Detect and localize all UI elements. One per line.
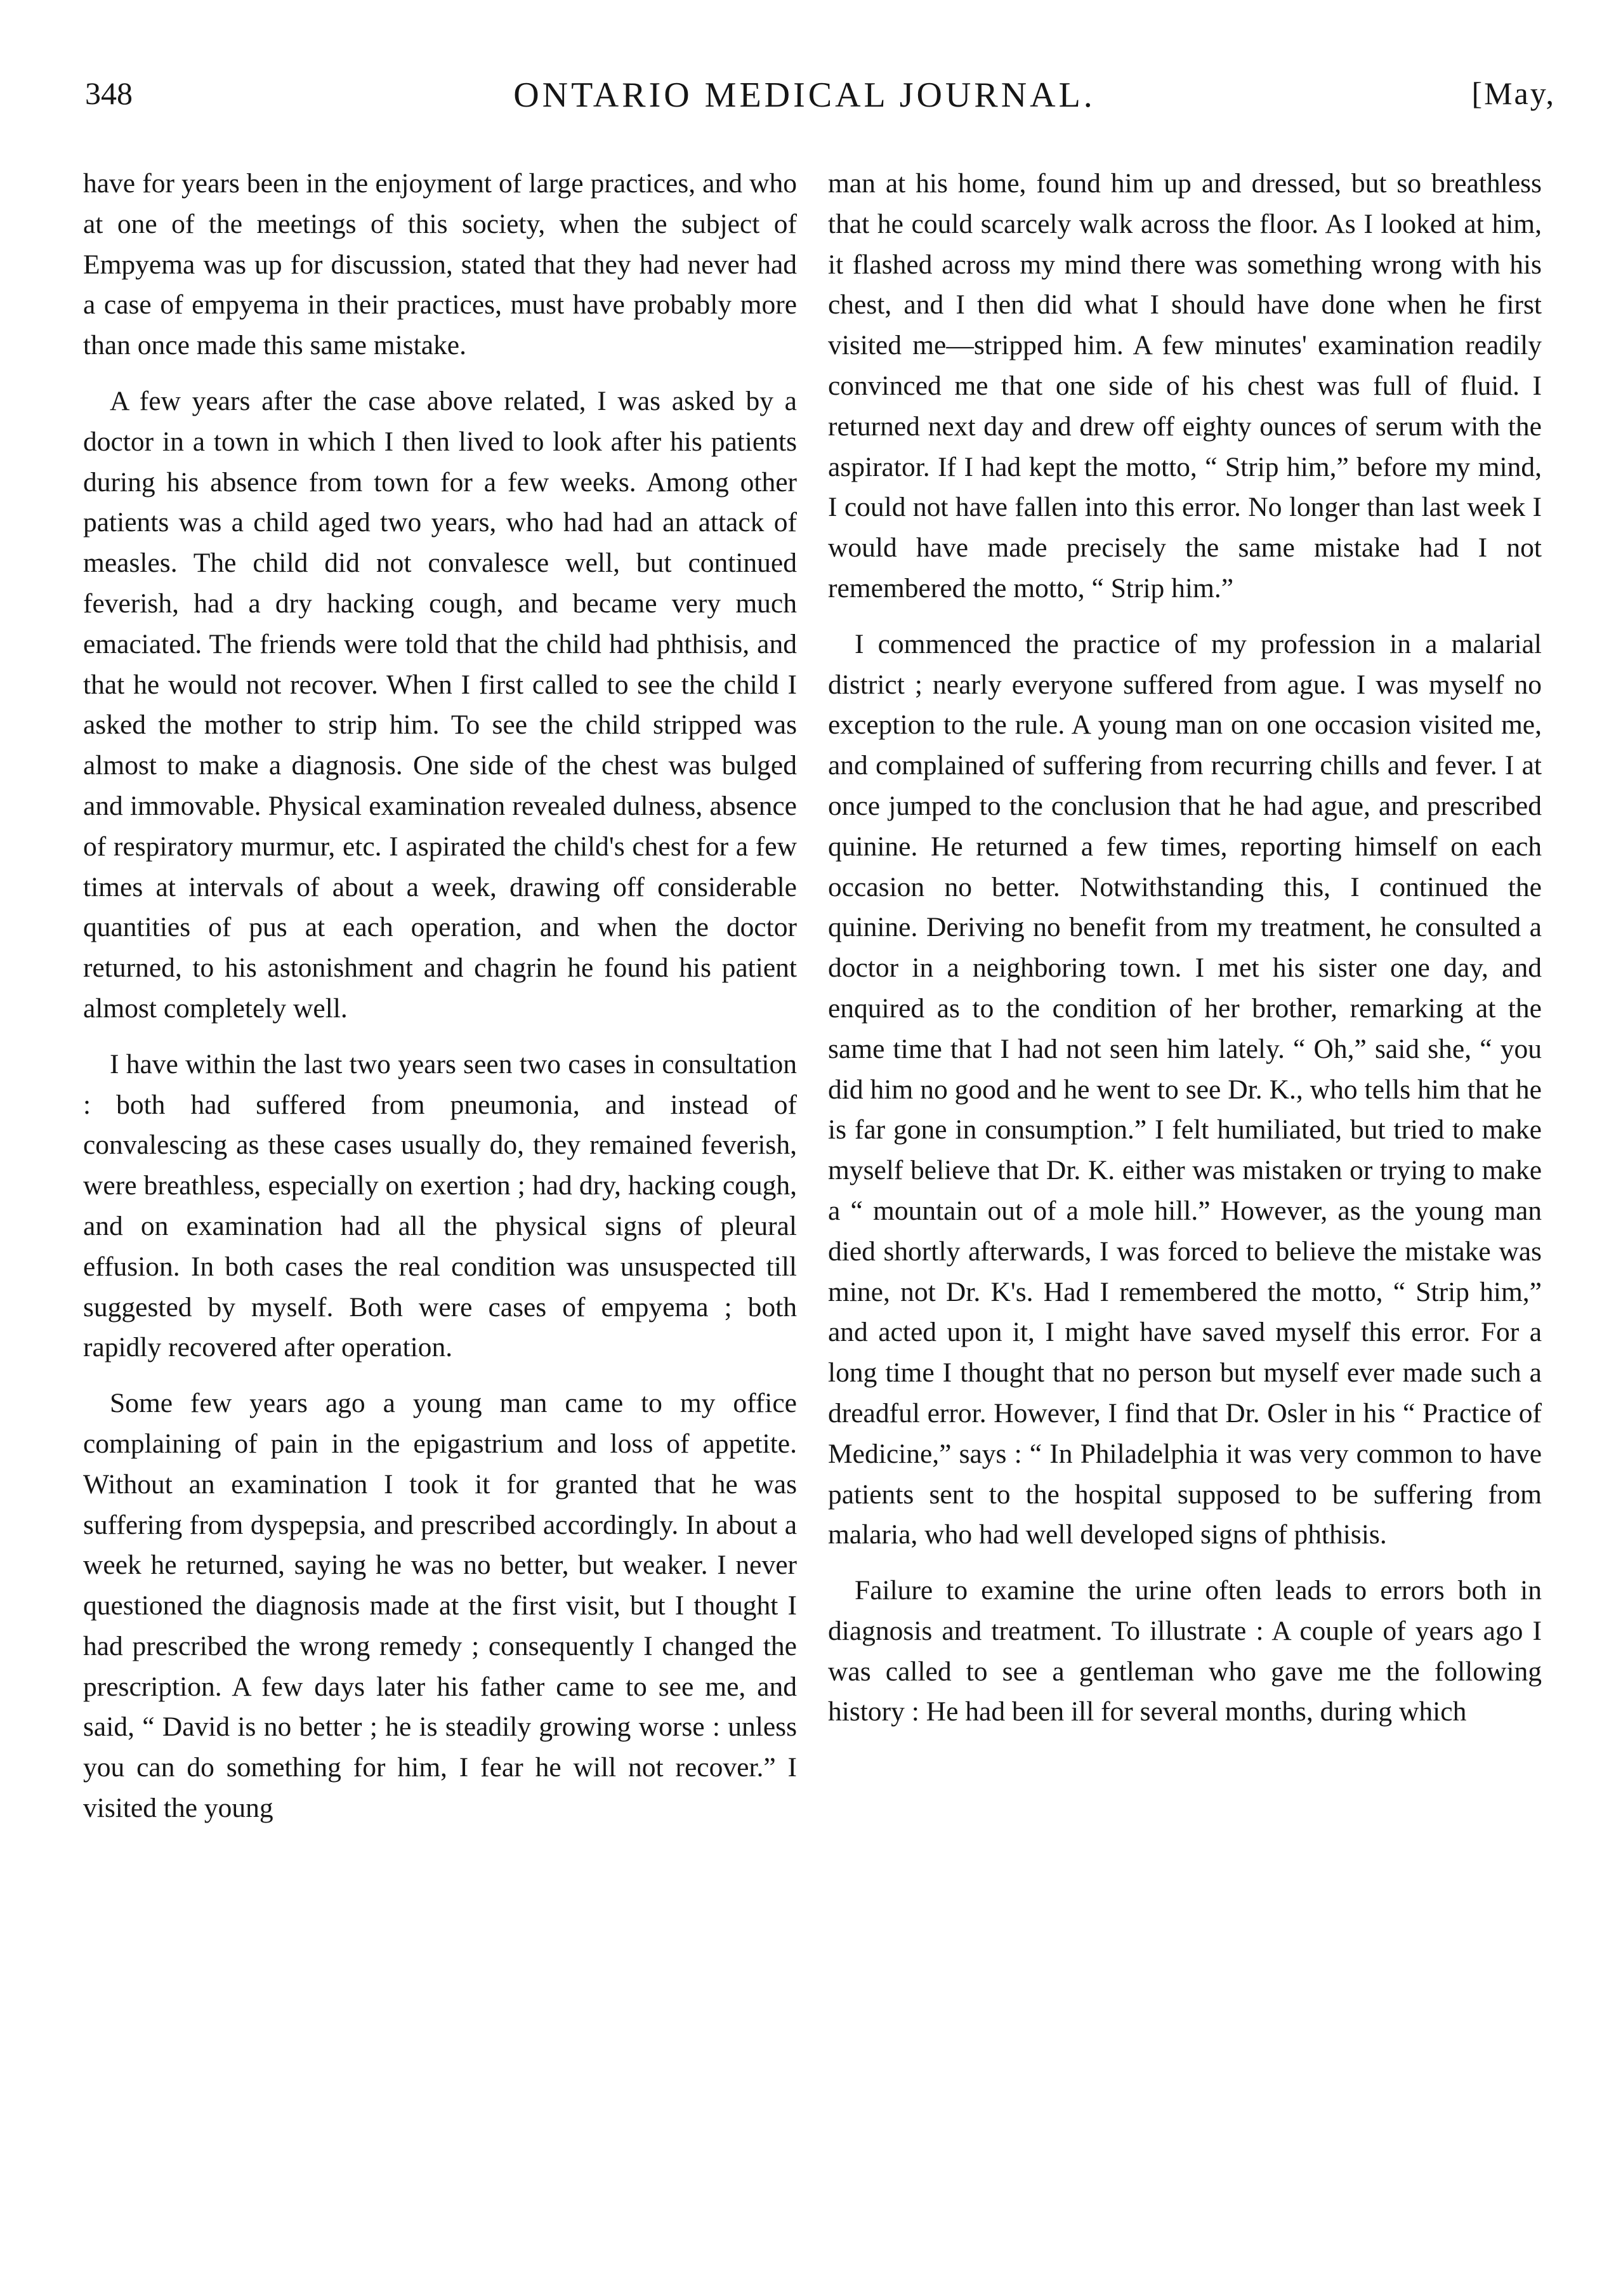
running-header: [46, 75, 1563, 132]
paragraph: A few years after the case above related, I was asked by a doctor in a town in which I then lived to look after his patients during his absence from town for a few weeks. Among other patients was a child aged two years, who had had an attack of measles. The child did not convalesce well, but continued feverish, had a dry hacking cough, and became very much emaciated. The friends were told that the child had phthisis, and that he would not recover. When I first called to see the child I asked the mother to strip him. To see the child stripped was almost to make a diagnosis. One side of the chest was bulged and immovable. Physical examination revealed dulness, absence of respiratory murmur, etc. I aspirated the child's chest for a few times at intervals of about a week, drawing off considerable quantities of pus at each operation, and when the doctor returned, to his astonishment and chagrin he found his patient almost completely well.: [83, 385, 797, 1024]
issue-month: [May,: [1471, 76, 1556, 111]
paragraph: have for years been in the enjoyment of large practices, and who at one of the meetings of this society, when the subject of Empyema was up for discussion, stated that they had never had a case of empyema in their practices, must have probably more than once made this same mistake.: [83, 168, 797, 361]
right-column: [828, 164, 1542, 2258]
paragraph: I have within the last two years seen two cases in consultation : both had suffered from pneumonia, and instead of convalescing as these cases usually do, they remained feverish, were breathless, especially on exertion ; had dry, hacking cough, and on examination had all the physical signs of pleural effusion. In both cases the real condition was unsuspected till suggested by myself. Both were cases of empyema ; both rapidly recovered after operation.: [83, 1048, 797, 1363]
left-column: [83, 164, 797, 2258]
page-number: 348: [85, 76, 133, 111]
paragraph: Failure to examine the urine often leads to errors both in diagnosis and treatment. To illustrate : A couple of years ago I was called to see a gentleman who gave me the following history : He had been ill for several months, during which: [828, 1575, 1542, 1727]
paragraph: man at his home, found him up and dressed, but so breathless that he could scarcely walk across the floor. As I looked at him, it flashed across my mind there was something wrong with his chest, and I then did what I should have done when he first visited me—stripped him. A few minutes' examination readily convinced me that one side of his chest was full of fluid. I returned next day and drew off eighty ounces of serum with the aspirator. If I had kept the motto, “ Strip him,” before my mind, I could not have fallen into this error. No longer than last week I would have made precisely the same mistake had I not remembered the motto, “ Strip him.”: [828, 168, 1542, 604]
paragraph: Some few years ago a young man came to my office complaining of pain in the epigastrium and loss of appetite. Without an examination I took it for granted that he was suffering from dyspepsia, and prescribed accordingly. In about a week he returned, saying he was no better, but weaker. I never questioned the diagnosis made at the first visit, but I thought I had prescribed the wrong remedy ; consequently I changed the prescription. A few days later his father came to see me, and said, “ David is no better ; he is steadily growing worse : unless you can do something for him, I fear he will not recover.” I visited the young: [83, 1388, 797, 1824]
journal-title: ONTARIO MEDICAL JOURNAL.: [513, 76, 1096, 115]
paragraph: I commenced the practice of my profession in a malarial district ; nearly everyone suffered from ague. I was myself no exception to the rule. A young man on one occasion visited me, and complained of suffering from recurring chills and fever. I at once jumped to the conclusion that he had ague, and prescribed quinine. He returned a few times, reporting himself on each occasion no better. Notwithstanding this, I continued the quinine. Deriving no benefit from my treatment, he consulted a doctor in a neighboring town. I met his sister one day, and enquired as to the condition of her brother, remarking at the same time that I had not seen him lately. “ Oh,” said she, “ you did him no good and he went to see Dr. K., who tells him that he is far gone in consumption.” I felt humiliated, but tried to make myself believe that Dr. K. either was mistaken or trying to make a “ mountain out of a mole hill.” However, as the young man died shortly afterwards, I was forced to believe the mistake was mine, not Dr. K's. Had I remembered the motto, “ Strip him,” and acted upon it, I might have saved myself this error. For a long time I thought that no person but myself ever made such a dreadful error. However, I find that Dr. Osler in his “ Practice of Medicine,” says : “ In Philadelphia it was very common to have patients sent to the hospital supposed to be suffering from malaria, who had well developed signs of phthisis.: [828, 628, 1542, 1550]
